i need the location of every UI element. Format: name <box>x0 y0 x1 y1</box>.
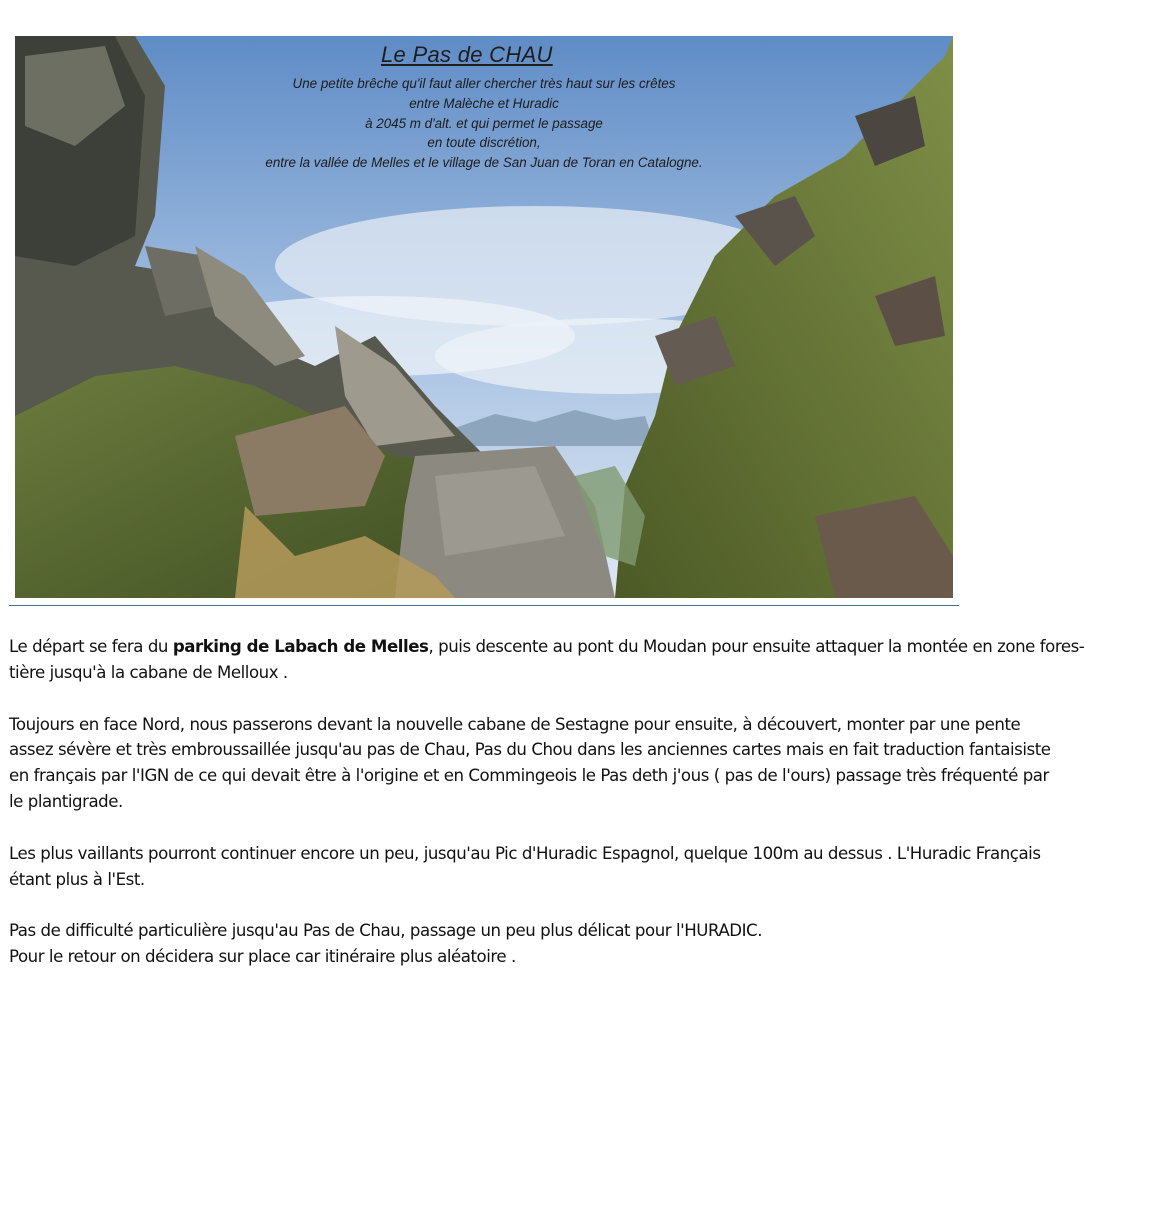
p3-line1: Les plus vaillants pourront continuer encore un peu, jusqu'au Pic d'Huradic Espagnol, quelque 100m au dessus . L'Huradic Français <box>9 843 1041 863</box>
mountain-pass-photo <box>15 36 953 598</box>
p4-line2: Pour le retour on décidera sur place car itinéraire plus aléatoire . <box>9 947 516 967</box>
paragraph-difficulty <box>9 918 1139 970</box>
description-body <box>9 634 1139 996</box>
caption-line-3: à 2045 m d'alt. et qui permet le passage <box>365 116 603 131</box>
photo-title: Le Pas de CHAU <box>381 42 553 67</box>
caption-line-4: en toute discrétion, <box>427 135 541 150</box>
p1-text-line2: tière jusqu'à la cabane de Melloux . <box>9 662 288 682</box>
p2-line4: le plantigrade. <box>9 791 123 811</box>
paragraph-route <box>9 712 1139 815</box>
p3-line2: étant plus à l'Est. <box>9 869 145 889</box>
p1-text-end: , puis descente au pont du Moudan pour ensuite attaquer la montée en zone fores- <box>428 637 1085 656</box>
p2-line3: en français par l'IGN de ce qui devait être à l'origine et en Commingeois le Pas deth j'ous ( pas de l'ours) passage très fréquenté par <box>9 766 1049 786</box>
paragraph-departure <box>9 634 1139 686</box>
p4-line1: Pas de difficulté particulière jusqu'au Pas de Chau, passage un peu plus délicat pour l'HURADIC. <box>9 921 763 941</box>
p2-line1: Toujours en face Nord, nous passerons devant la nouvelle cabane de Sestagne pour ensuite, à découvert, monter par une pente <box>9 714 1021 734</box>
photo-caption <box>15 36 953 206</box>
caption-line-1: Une petite brêche qu'il faut aller chercher très haut sur les crêtes <box>292 76 676 91</box>
parking-name: parking de Labach de Melles <box>172 637 429 656</box>
caption-line-2: entre Malèche et Huradic <box>409 96 559 111</box>
caption-line-5: entre la vallée de Melles et le village de San Juan de Toran en Catalogne. <box>265 155 703 170</box>
horizontal-divider <box>9 605 959 606</box>
p1-text-start: Le départ se fera du <box>9 637 173 656</box>
p2-line2: assez sévère et très embroussaillée jusqu'au pas de Chau, Pas du Chou dans les anciennes cartes mais en fait traduction fantaisiste <box>9 740 1051 760</box>
paragraph-extension <box>9 841 1139 893</box>
